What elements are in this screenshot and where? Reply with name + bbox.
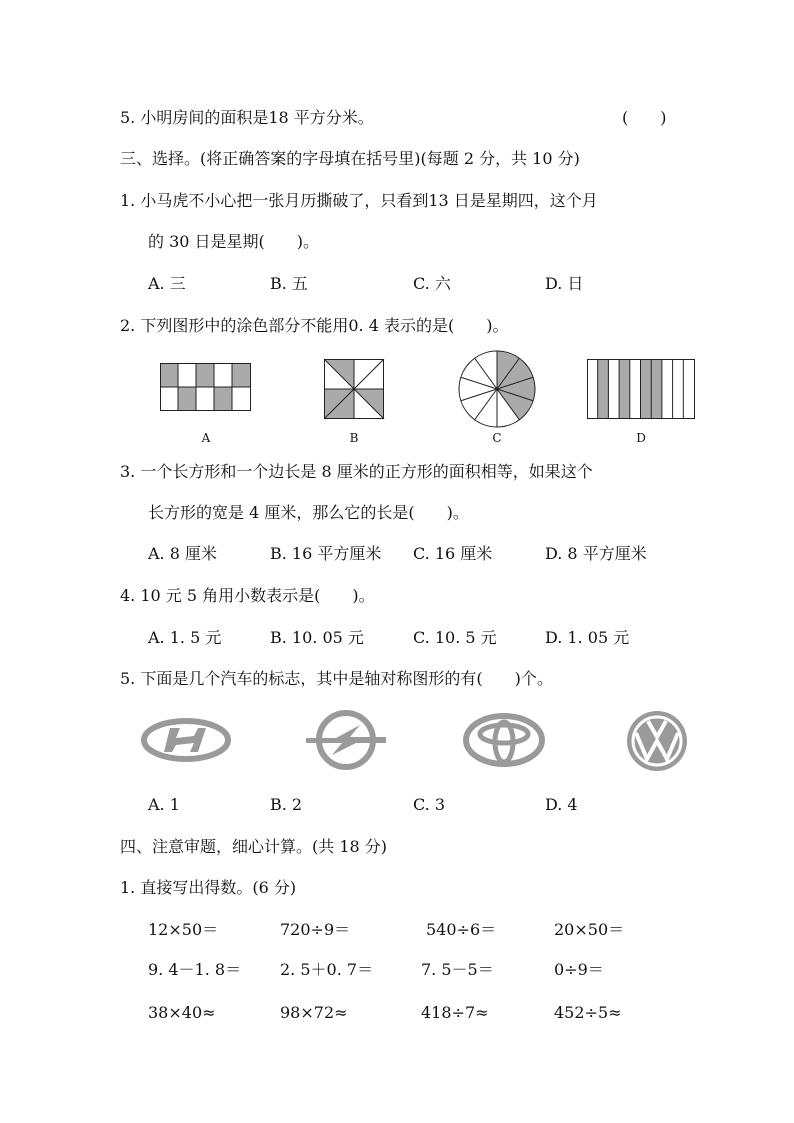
toyota-logo-icon (462, 712, 546, 768)
figure-d-strips (587, 359, 695, 419)
choice-3-line2: 长方形的宽是 4 厘米，那么它的长是( )。 (148, 503, 469, 522)
figure-a-grid (160, 363, 252, 411)
figure-a-label: A (201, 431, 211, 445)
choice-5-option-a[interactable]: A. 1 (148, 795, 180, 814)
calc-subtitle: 1. 直接写出得数。(6 分) (120, 878, 297, 897)
calc-item: 540÷6＝ (426, 920, 497, 939)
calc-item: 9. 4－1. 8＝ (148, 960, 242, 979)
calc-item: 12×50＝ (148, 920, 219, 939)
choice-3-line1: 3. 一个长方形和一个边长是 8 厘米的正方形的面积相等，如果这个 (120, 462, 593, 481)
calc-item: 418÷7≈ (421, 1003, 489, 1022)
choice-3-option-a[interactable]: A. 8 厘米 (148, 544, 217, 563)
calc-item: 720÷9＝ (280, 920, 351, 939)
figure-c-label: C (492, 431, 502, 445)
choice-4-option-a[interactable]: A. 1. 5 元 (148, 628, 222, 647)
section-3-title: 三、选择。(将正确答案的字母填在括号里)(每题 2 分，共 10 分) (120, 149, 580, 168)
figure-b-square (324, 359, 384, 419)
judge-question-5: 5. 小明房间的面积是18 平方分米。 (120, 108, 374, 127)
choice-2-question: 2. 下列图形中的涂色部分不能用0. 4 表示的是( )。 (120, 316, 509, 335)
choice-1-line1: 1. 小马虎不小心把一张月历撕破了，只看到13 日是星期四，这个月 (120, 191, 598, 210)
choice-3-option-d[interactable]: D. 8 平方厘米 (545, 544, 647, 563)
hyundai-logo-icon (140, 716, 232, 764)
calc-item: 98×72≈ (280, 1003, 348, 1022)
calc-item: 20×50＝ (554, 920, 625, 939)
choice-5-option-c[interactable]: C. 3 (413, 795, 446, 814)
calc-item: 38×40≈ (148, 1003, 216, 1022)
calc-item: 0÷9＝ (554, 960, 604, 979)
choice-5-option-d[interactable]: D. 4 (545, 795, 578, 814)
calc-item: 452÷5≈ (554, 1003, 622, 1022)
choice-3-option-c[interactable]: C. 16 厘米 (413, 544, 493, 563)
choice-3-option-b[interactable]: B. 16 平方厘米 (270, 544, 382, 563)
volkswagen-logo-icon (625, 709, 689, 773)
choice-1-line2: 的 30 日是星期( )。 (148, 232, 320, 251)
figure-d-label: D (636, 431, 646, 445)
choice-4-option-b[interactable]: B. 10. 05 元 (270, 628, 364, 647)
section-4-title: 四、注意审题，细心计算。(共 18 分) (120, 837, 388, 856)
answer-parentheses[interactable]: ( ) (622, 108, 667, 127)
opel-logo-icon (306, 707, 386, 773)
choice-5-option-b[interactable]: B. 2 (270, 795, 303, 814)
choice-5-question: 5. 下面是几个汽车的标志，其中是轴对称图形的有( )个。 (120, 669, 553, 688)
choice-1-option-c[interactable]: C. 六 (413, 274, 451, 293)
choice-4-option-c[interactable]: C. 10. 5 元 (413, 628, 497, 647)
calc-item: 7. 5－5＝ (421, 960, 494, 979)
choice-1-option-a[interactable]: A. 三 (148, 274, 186, 293)
choice-4-question: 4. 10 元 5 角用小数表示是( )。 (120, 586, 375, 605)
choice-1-option-d[interactable]: D. 日 (545, 274, 584, 293)
choice-4-option-d[interactable]: D. 1. 05 元 (545, 628, 630, 647)
choice-1-option-b[interactable]: B. 五 (270, 274, 308, 293)
figure-c-circle (458, 350, 536, 428)
figure-b-label: B (349, 431, 359, 445)
calc-item: 2. 5＋0. 7＝ (280, 960, 374, 979)
